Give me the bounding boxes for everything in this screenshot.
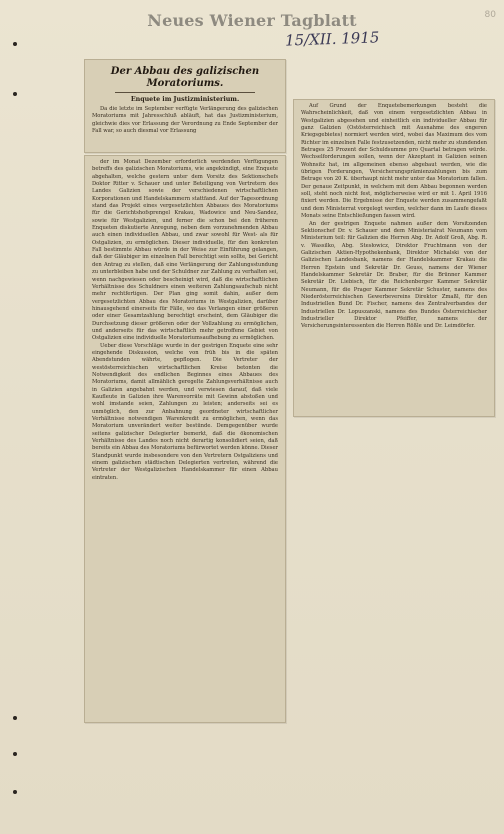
paragraph: Ueber diese Vorschläge wurde in der gestrigen Enquete eine sehr eingehende Diskussion, welche von früh bis in die späten Abendstunden währte, gepflogen. Die Vertreter der westösterreichischen wirtschaftlichen Kreise betonten die Notwendigkeit des endlichen Beginnes eines Abbaues des Moratoriums, damit allmählich geregelte Zahlungsverhältnisse auch in Galizien angebahnt werden, und verwiesen darauf, daß viele Kaufleute in Galizien ihre Warenvorräte mit Gewinn abstoßen und wohl imstande seien, Zahlungen zu leisten; anderseits sei es unmöglich, den zur Anbahnung geordneter wirtschaftlicher Verhältnisse notwendigen Warenkredit zu ermöglichen, wenn das Moratorium unverändert weiter bestünde. Demgegenüber wurde seitens galizischer Delegierter bemerkt, daß die ökonomischen Verhältnisse des Landes noch nicht derartig konsolidiert seien, daß bereits ein Abbau des Moratoriums befürwortet werden könne. Dieser Standpunkt wurde insbesondere von den Vertretern Ostgaliziens und einem galizischen städtischen Delegierten vertreten, während die Vertreter der Westgalizischen Handelskammer für einen Abbau eintraten. [92, 342, 278, 481]
left-column-text [85, 156, 285, 482]
paragraph: Auf Grund der Enquetebemerkungen besteht die Wahrscheinlichkeit, daß von einem vergesetzlichten Abbau in Westgalizien abgesehen und einheitlich ein individueller Abbau für ganz Galizien (Ostösterreichisch mit Ausnahme des engeren Kriegsgebietes) normiert werden wird, wobei das Maximum des vom Richter im einzelnen Falle festzusetzenden, nicht mehr zu stundenden Betrages 25 Prozent der Schuldsumme pro Quartal betragen würde. Wechselforderungen sollen, wenn der Akzeptant in Galizien seinen Wohnsitz hat, im allgemeinen ebenso abgebaut werden, wie die übrigen Forderungen, Versicherungsprämienzahlungen bis zum Betrage von 20 K. überhaupt nicht mehr unter das Moratorium fallen. Der genaue Zeitpunkt, in welchem mit dem Abbau begonnen werden soll, steht noch nicht fest, möglicherweise wird er mit 1. April 1916 fixiert werden. Die Ergebnisse der Enquete werden zusammengefaßt und dem Ministerrat vorgelegt werden, welcher dann im Laufe dieses Monats seine Entschließungen fassen wird. [301, 103, 487, 220]
punch-hole [13, 92, 17, 96]
headline-line-1: Der Abbau des galizischen [110, 66, 260, 77]
article-header-clipping [84, 59, 286, 153]
punch-hole [13, 790, 17, 794]
handwritten-date: 15/XII. 1915 [284, 28, 380, 50]
paragraph: An der gestrigen Enquete nahmen außer dem Vorsitzenden Sektionschef Dr. v. Schauer und dem Ministerialrat Neumann vom Ministerium teil: für Galizien die Herren Abg. Dr. Adolf Groß, Abg. R. v. Wassilko, Abg. Stesłowicz, Direktor Fruchtmann von der Galizischen Aktien-Hypothekenbank, Direktor Michalski von der Galizischen Landesbank, namens der Handelskammer Krakau die Herren Epstein und Sekretär Dr. Geuss, namens der Wiener Handelskammer Sekretär Dr. Braber, für die Brünner Kammer Sekretär Dr. Liebisch, für die Reichenberger Kammer Sekretär Neumann, für die Prager Kammer Sekretär Schuster, namens des Niederösterreichischen Gewerbevereins Direktor Zmaßl, für den Industriellen Bund Dr. Fischer, namens des Zentralverbandes der Industriellen Dr. Lopuszanski, namens des Bundes Österreichischer Industrieller Direktor Pfeiffer, namens der Versicherungsinteressenten die Herren Rößle und Dr. Leimdörfer. [301, 220, 487, 330]
article-headline [85, 66, 285, 90]
punch-hole [13, 42, 17, 46]
article-subhead: Enquete im Justizministerium. [130, 96, 240, 103]
headline-line-2: Moratoriums. [146, 78, 224, 89]
right-column-text [294, 100, 494, 331]
lead-paragraph: Da die letzte im September verfügte Verlängerung des galizischen Moratoriums mit Jahresschluß abläuft, hat das Justizministerium, gleichwie dies vor Erlassung der Verordnung zu Ende September der Fall war, so auch diesmal vor Erlassung [92, 106, 278, 135]
article-left-column-clipping [84, 155, 286, 723]
newspaper-masthead: Neues Wiener Tagblatt [147, 11, 357, 30]
article-right-column-clipping [293, 99, 495, 417]
punch-hole [13, 716, 17, 720]
headline-rule [115, 92, 255, 93]
paragraph: der im Monat Dezember erforderlich werdenden Verfügungen betreffs des galizischen Moratoriums, wie angekündigt, eine Enquete abgehalten, welche gestern unter dem Vorsitz des Sektionschefs Doktor Ritter v. Schauer und unter Beteiligung von Vertretern des Landes Galizien sowie der verschiedenen wirtschaftlichen Korporationen und Handelskammern stattfand. Auf der Tagesordnung stand das Projekt eines vergesetzlichten Abbaues des Moratoriums für die Gerichtshofsprengel Krakau, Wadowice und Neu-Sandez, sowie für Westgalizien, und ferner die schon bei den früheren Enqueten diskutierte Anregung, neben dem vorzunehmenden Abbau auch einen individuellen Abbau, und zwar sowohl für West- als für Ostgalizien, zu ermöglichen. Dieser individuelle, für den konkreten Fall bestimmte Abbau würde in der Weise zur Einführung gelangen, daß der Gläubiger im einzelnen Fall berechtigt sein sollte, bei Gericht den Antrag zu stellen, daß eine Verlängerung der Zahlungsstundung zu unterbleiben habe und der Schuldner zur Zahlung zu verhalten sei, wenn nachgewiesen oder bescheinigt wird, daß die wirtschaftlichen Verhältnisse des Schuldners einen weiteren Zahlungsaufschub nicht mehr rechtfertigen. Der Plan ging somit dahin, außer dem vergesetzlichten Abbau des Moratoriums in Westgalizien, darüber hinausgehend einerseits für Fälle, wo das Verlangen einer größeren oder einer Gesamtzahlung berechtigt erscheint, dem Gläubiger die Durchsetzung dieser größeren oder der Vollzahlung zu ermöglichen, und anderseits für das wirtschaftlich mehr getroffene Gebiet von Ostgalizien eine individuelle Moratoriumsaufhebung zu ermöglichen. [92, 159, 278, 342]
punch-hole [13, 752, 17, 756]
archive-number: 80 [484, 10, 496, 20]
article-lead [85, 105, 285, 135]
